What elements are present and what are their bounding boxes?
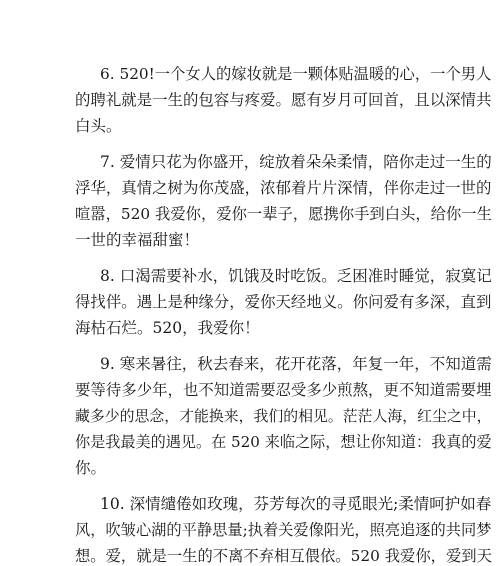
paragraph-9-line-5: 你。 [75,459,107,477]
paragraph-8-line-3: 海枯石烂。520，我爱你！ [75,319,260,337]
paragraph-9-line-4: 你是我最美的遇见。在 520 来临之际，想让你知道：我真的爱 [75,433,492,451]
paragraph-9-line-2: 要等待多少年，也不知道需要忍受多少煎熬，更不知道需要埋 [75,381,492,399]
paragraph-8-line-2: 得找伴。遇上是种缘分，爱你天经地义。你问爱有多深，直到 [75,293,492,311]
paragraph-10-line-3: 想。爱，就是一生的不离不弃相互偎依。520 我爱你，爱到天 [75,547,492,565]
paragraph-6-line-2: 的聘礼就是一生的包容与疼爱。愿有岁月可回首，且以深情共 [75,91,492,109]
paragraph-8-line-1: 8. 口渴需要补水，饥饿及时吃饭。乏困准时睡觉，寂寞记 [100,267,492,285]
paragraph-10-line-2: 风，吹皱心湖的平静思量;执着关爱像阳光，照亮追逐的共同梦 [75,521,492,539]
paragraph-7-line-2: 浮华，真情之树为你茂盛，浓郁着片片深情，伴你走过一世的 [75,179,492,197]
paragraph-7-line-4: 一世的幸福甜蜜！ [75,231,200,249]
paragraph-6-line-1: 6. 520!一个女人的嫁妆就是一颗体贴温暖的心，一个男人 [100,65,492,83]
paragraph-10-line-1: 10. 深情缱倦如玫瑰，芬芳每次的寻觅眼光;柔情呵护如春 [100,495,492,513]
paragraph-9-line-1: 9. 寒来暑往，秋去春来，花开花落，年复一年，不知道需 [100,355,492,373]
paragraph-6-line-3: 白头。 [75,117,122,135]
paragraph-7-line-1: 7. 爱情只花为你盛开，绽放着朵朵柔情，陪你走过一生的 [100,153,492,171]
paragraph-9-line-3: 藏多少的思念，才能换来，我们的相见。茫茫人海，红尘之中， [75,407,492,425]
paragraph-7-line-3: 喧嚣，520 我爱你，爱你一辈子，愿携你手到白头，给你一生 [75,205,492,223]
